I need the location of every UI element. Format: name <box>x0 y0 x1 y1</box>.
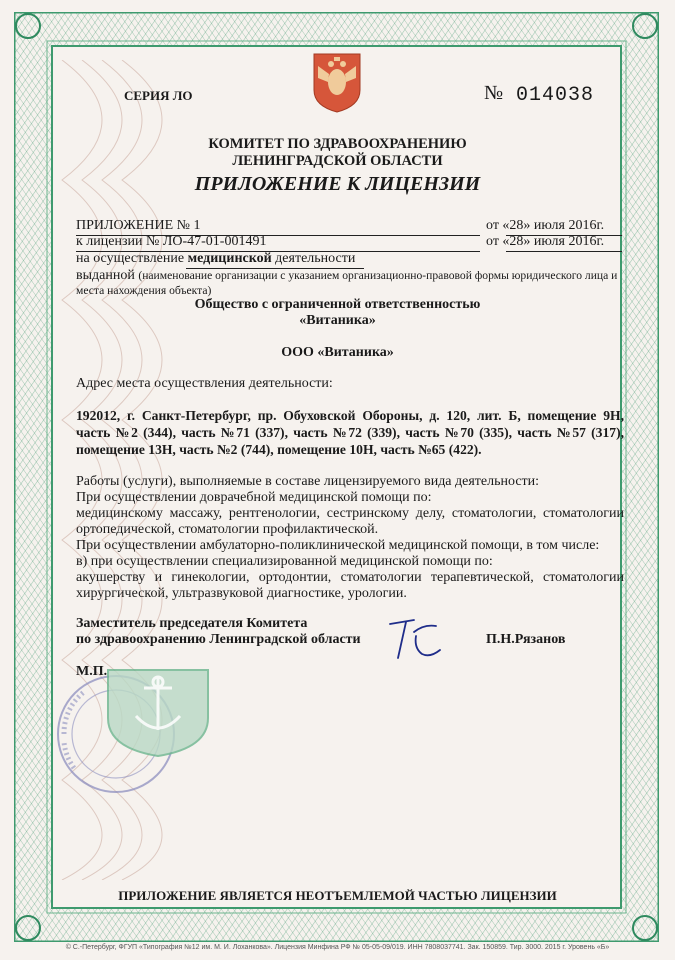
signatory-position-2: по здравоохранению Ленинградской области <box>76 632 361 647</box>
issued-note-2: места нахождения объекта) <box>76 284 212 297</box>
organization-full-name-2: «Витаника» <box>299 313 376 328</box>
issued-note-1: (наименование организации с указанием организационно-правовой формы юридического лица и <box>138 269 618 282</box>
works-line: При осуществлении доврачебной медицинской помощи по: <box>76 490 432 505</box>
address-line: часть №2 (344), часть №71 (337), часть №72 (339), часть №70 (335), часть №57 (317), <box>76 425 624 440</box>
series-label: СЕРИЯ ЛО <box>124 88 193 103</box>
handwritten-signature <box>384 614 446 664</box>
activity-prefix: на осуществление <box>76 251 185 266</box>
organization-full-name-1: Общество с ограниченной ответственностью <box>194 297 481 312</box>
issued-prefix: выданной <box>76 268 135 283</box>
committee-line-1: КОМИТЕТ ПО ЗДРАВООХРАНЕНИЮ <box>208 136 467 152</box>
signatory-name: П.Н.Рязанов <box>486 632 566 647</box>
committee-line-2: ЛЕНИНГРАДСКОЙ ОБЛАСТИ <box>232 153 443 169</box>
works-line: При осуществлении амбулаторно-поликлинической медицинской помощи, в том числе: <box>76 538 600 553</box>
appendix-date: от «28» июля 2016г. <box>486 218 605 233</box>
address-label: Адрес места осуществления деятельности: <box>76 376 333 391</box>
print-info: © С.-Петербург, ФГУП «Типография №12 им. М. И. Лоханкова». Лицензия Минфина РФ № 05-05-09/019. ИНН 7808037741. Зак. 150859. Тир. 3000. 2015 г. Уровень «Б» <box>65 944 610 951</box>
activity-suffix: деятельности <box>275 251 356 266</box>
works-line: хирургической, ультразвуковой диагностике, урологии. <box>76 586 407 601</box>
page-title: ПРИЛОЖЕНИЕ К ЛИЦЕНЗИИ <box>194 173 481 195</box>
signatory-position-1: Заместитель председателя Комитета <box>76 616 308 631</box>
number-prefix: № <box>484 82 504 104</box>
issued-line <box>76 268 617 284</box>
works-line: в) при осуществлении специализированной медицинской помощи по: <box>76 554 493 569</box>
activity-line <box>76 251 355 267</box>
address-line: 192012, г. Санкт-Петербург, пр. Обуховской Обороны, д. 120, лит. Б, помещение 9Н, <box>76 408 624 423</box>
regional-emblem <box>106 668 210 758</box>
works-line: акушерству и гинекологии, ортодонтии, стоматологии терапевтической, стоматологии <box>76 570 624 585</box>
works-line: ортопедической, стоматологии профилактической. <box>76 522 379 537</box>
license-reference: к лицензии № ЛО-47-01-001491 <box>76 234 267 249</box>
address-line: помещение 13Н, часть №2 (744), помещение 10Н, часть №65 (422). <box>76 442 482 457</box>
organization-short-name: ООО «Витаника» <box>281 345 394 360</box>
underline <box>506 251 622 252</box>
appendix-label: ПРИЛОЖЕНИЕ № 1 <box>76 218 201 233</box>
seal-label: М.П. <box>76 664 108 679</box>
works-line: медицинскому массажу, рентгенологии, сестринскому делу, стоматологии, стоматологии <box>76 506 624 521</box>
license-date: от «28» июля 2016г. <box>486 234 605 249</box>
footer-note: ПРИЛОЖЕНИЕ ЯВЛЯЕТСЯ НЕОТЪЕМЛЕМОЙ ЧАСТЬЮ ЛИЦЕНЗИИ <box>118 888 557 903</box>
activity-type: медицинской <box>187 251 272 266</box>
works-line: Работы (услуги), выполняемые в составе лицензируемого вида деятельности: <box>76 474 540 489</box>
license-number: 014038 <box>516 84 595 107</box>
